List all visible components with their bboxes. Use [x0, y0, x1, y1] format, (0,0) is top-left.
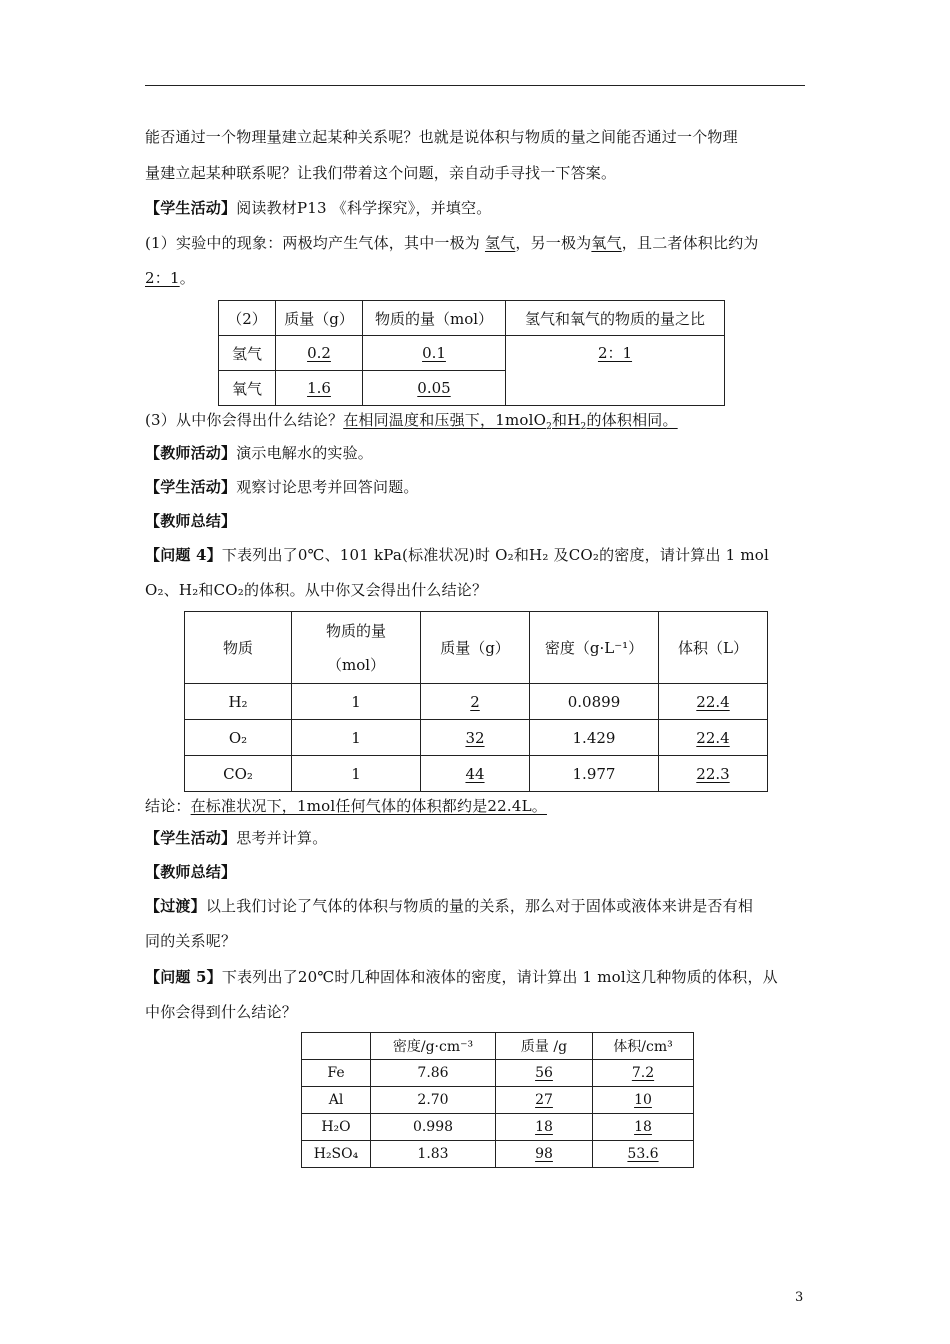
section-text: 演示电解水的实验。	[236, 444, 374, 462]
problem-5	[145, 967, 778, 987]
table-header-cell: 体积（L）	[659, 612, 768, 684]
section-text: 思考并计算。	[236, 829, 328, 847]
question-1-cont	[145, 268, 195, 288]
row-volume: 53.6	[627, 1146, 659, 1162]
table-header-cell: 质量 /g	[496, 1033, 593, 1060]
table-header-cell: （2）	[219, 301, 276, 336]
teacher-summary-1	[145, 511, 236, 531]
answer-oxygen: 氧气	[591, 234, 622, 252]
row-density: 1.977	[530, 756, 659, 792]
section-tag: 【问题 5】	[145, 968, 222, 986]
table-header-cell: 物质的量（mol）	[363, 301, 506, 336]
answer-ratio: 2：1	[145, 269, 180, 287]
question-3	[145, 410, 678, 437]
problem-5-cont: 中你会得到什么结论？	[145, 1003, 298, 1021]
transition-cont: 同的关系呢？	[145, 932, 237, 950]
section-tag: 【问题 4】	[145, 546, 222, 564]
transition	[145, 896, 753, 916]
table-row	[302, 1060, 694, 1087]
row-mass: 18	[535, 1119, 553, 1135]
table-header-cell: 氢气和氧气的物质的量之比	[506, 301, 725, 336]
q1-prefix: (1）实验中的现象：两极均产生气体，其中一极为	[145, 234, 485, 252]
row-density: 2.70	[371, 1087, 496, 1114]
q3-answer-c: 的体积相同。	[586, 411, 678, 429]
row-name: H₂O	[302, 1114, 371, 1141]
row-name: Al	[302, 1087, 371, 1114]
table-header-cell	[302, 1033, 371, 1060]
row-density: 0.0899	[530, 684, 659, 720]
header-line: 物质的量	[325, 621, 386, 640]
section-tag: 【教师总结】	[145, 512, 237, 530]
row-mass: 32	[465, 728, 485, 747]
section-tag: 【教师总结】	[145, 863, 237, 881]
row-mol: 1	[292, 756, 421, 792]
q3-sub2: 2	[580, 422, 587, 432]
table-row	[302, 1141, 694, 1168]
page-number: 3	[795, 1290, 804, 1305]
row-volume: 7.2	[631, 1065, 655, 1081]
table-header-cell: 密度/g·cm⁻³	[371, 1033, 496, 1060]
row-mol: 0.1	[422, 344, 446, 362]
row-mol: 1	[292, 684, 421, 720]
row-name: H₂	[185, 684, 292, 720]
row-name: Fe	[302, 1060, 371, 1087]
row-volume: 10	[634, 1092, 652, 1108]
question-1	[145, 233, 759, 253]
row-density: 0.998	[371, 1114, 496, 1141]
row-mass: 1.6	[307, 379, 331, 397]
student-activity-2	[145, 477, 419, 497]
q3-answer-a: 在相同温度和压强下，1molO	[343, 411, 547, 429]
paragraph-line: 量建立起某种联系呢？让我们带着这个问题，亲自动手寻找一下答案。	[145, 164, 617, 182]
answer-hydrogen: 氢气	[484, 234, 516, 252]
row-density: 1.429	[530, 720, 659, 756]
row-volume: 22.4	[696, 728, 730, 747]
row-mass: 0.2	[307, 344, 331, 362]
row-mass: 98	[535, 1146, 553, 1162]
conclusion-text: 在标准状况下，1mol任何气体的体积都约是22.4L。	[190, 797, 547, 815]
electrolysis-table	[218, 300, 725, 406]
q1-suffix: ，且二者体积比约为	[621, 234, 759, 252]
row-density: 1.83	[371, 1141, 496, 1168]
solid-liquid-table	[301, 1032, 694, 1168]
problem-text: 下表列出了20℃时几种固体和液体的密度，请计算出 1 mol这几种物质的体积，从	[221, 968, 778, 986]
gas-density-table	[184, 611, 768, 792]
table-header-cell: 质量（g）	[276, 301, 363, 336]
q1-period: 。	[179, 269, 195, 287]
transition-text: 以上我们讨论了气体的体积与物质的量的关系，那么对于固体或液体来讲是否有相	[205, 897, 754, 915]
conclusion	[145, 796, 547, 816]
table-header-cell: 物质	[185, 612, 292, 684]
table-header-cell: 质量（g）	[421, 612, 530, 684]
conclusion-label: 结论：	[145, 797, 191, 815]
row-volume: 22.4	[696, 692, 730, 711]
row-mol: 1	[292, 720, 421, 756]
row-name: CO₂	[185, 756, 292, 792]
q3-answer-b: 和H	[552, 411, 581, 429]
section-text: 阅读教材P13 《科学探究》，并填空。	[236, 199, 492, 217]
problem-4-cont: O₂、H₂和CO₂的体积。从中你又会得出什么结论？	[145, 581, 488, 599]
teacher-activity	[145, 443, 373, 463]
row-mass: 2	[470, 692, 480, 711]
row-name: O₂	[185, 720, 292, 756]
row-mol: 0.05	[417, 379, 451, 397]
section-text: 观察讨论思考并回答问题。	[236, 478, 419, 496]
q3-answer	[343, 411, 678, 432]
row-name: 氧气	[219, 371, 276, 406]
row-name: H₂SO₄	[302, 1141, 371, 1168]
table-row	[302, 1114, 694, 1141]
section-tag: 【过渡】	[145, 897, 206, 915]
row-mass: 56	[535, 1065, 553, 1081]
table-row	[185, 720, 768, 756]
row-name: 氢气	[219, 336, 276, 371]
table-header-cell: 体积/cm³	[593, 1033, 694, 1060]
q3-sub: 2	[546, 422, 553, 432]
table-row	[185, 684, 768, 720]
section-tag: 【学生活动】	[145, 199, 237, 217]
row-mass: 44	[465, 764, 485, 783]
student-activity-3	[145, 828, 327, 848]
table-row	[185, 756, 768, 792]
table-row	[302, 1087, 694, 1114]
table-row	[219, 336, 725, 371]
section-tag: 【学生活动】	[145, 478, 237, 496]
teacher-summary-2	[145, 862, 236, 882]
table-header-cell	[292, 612, 421, 684]
row-volume: 18	[634, 1119, 652, 1135]
header-rule	[145, 85, 805, 86]
paragraph-line: 能否通过一个物理量建立起某种关系呢？也就是说体积与物质的量之间能否通过一个物理	[145, 128, 738, 146]
row-volume: 22.3	[696, 764, 730, 783]
section-tag: 【教师活动】	[145, 444, 237, 462]
problem-4	[145, 545, 769, 565]
mol-ratio: 2：1	[597, 344, 633, 362]
table-header-cell: 密度（g·L⁻¹）	[530, 612, 659, 684]
problem-text: 下表列出了0℃、101 kPa(标准状况)时 O₂和H₂ 及CO₂的密度，请计算出 1 mol	[221, 546, 770, 564]
q3-prefix: (3）从中你会得出什么结论？	[145, 411, 344, 429]
student-activity-1	[145, 198, 491, 218]
q1-mid: ，另一极为	[515, 234, 592, 252]
row-mass: 27	[535, 1092, 553, 1108]
header-line: （mol）	[326, 655, 386, 674]
section-tag: 【学生活动】	[145, 829, 237, 847]
row-density: 7.86	[371, 1060, 496, 1087]
